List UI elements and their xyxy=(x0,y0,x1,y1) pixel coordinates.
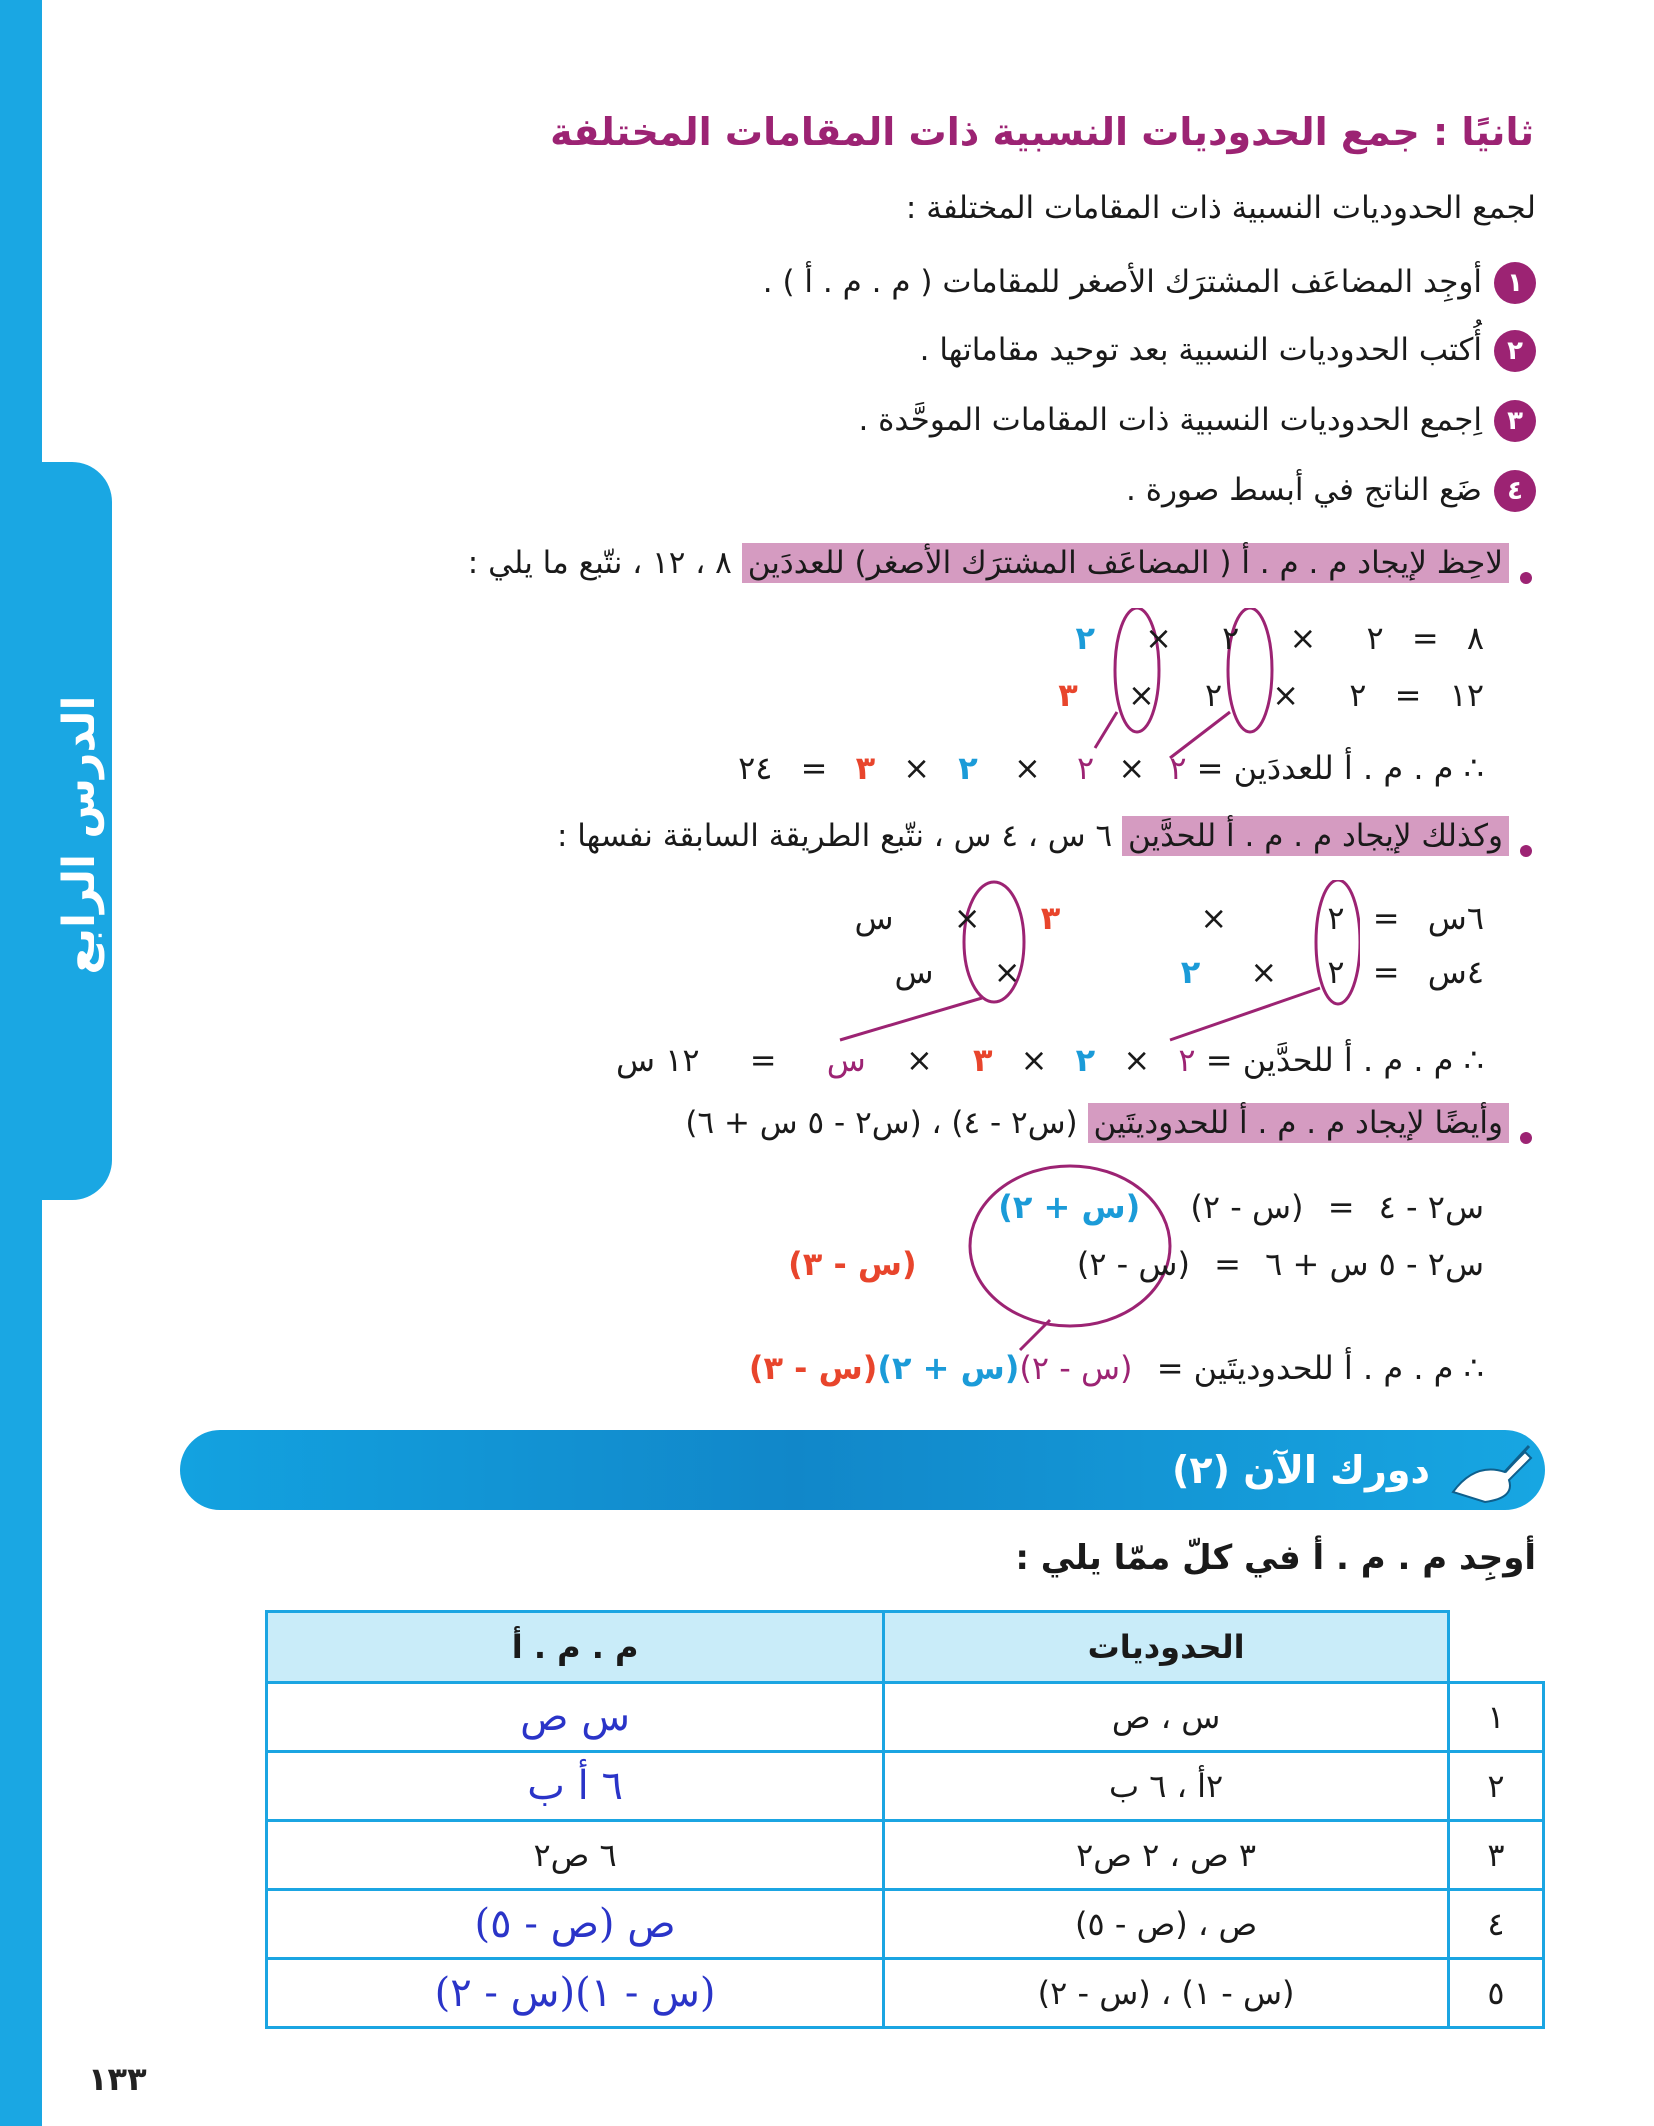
intro-text: لجمع الحدوديات النسبية ذات المقامات المختلفة : xyxy=(905,190,1536,226)
step-text: أوجِد المضاعَف المشترَك الأصغر للمقامات ( م . م . أ ) . xyxy=(762,264,1482,300)
header-terms: الحدوديات xyxy=(884,1612,1449,1683)
step-number: ٣ xyxy=(1494,400,1536,442)
note-1-line-1: ٨ = ٢ × ٢ × ٢ xyxy=(1075,619,1484,657)
bullet xyxy=(1520,845,1532,857)
note-3-result: ∴ م . م . أ للحدوديتَين = (س - ٢)(س + ٢)(س - ٣) xyxy=(748,1349,1484,1387)
row-index: ٤ xyxy=(1449,1890,1544,1959)
row-answer: ٦ ص٢ xyxy=(267,1821,884,1890)
row-index: ١ xyxy=(1449,1683,1544,1752)
note-3-highlight: وأيضًا لإيجاد م . م . أ للحدوديتَين xyxy=(1088,1103,1510,1143)
table-row xyxy=(267,1752,1544,1821)
row-terms: س ، ص xyxy=(884,1683,1449,1752)
note-1-highlight: لاحِظ لإيجاد م . م . أ ( المضاعَف المشترَك الأصغر) للعددَين xyxy=(742,543,1509,583)
header-blank-cell xyxy=(1449,1612,1544,1683)
banner-title: دورك الآن (٢) xyxy=(1172,1448,1430,1492)
row-answer-handwritten[interactable]: (س - ١)(س - ٢) xyxy=(267,1959,884,2028)
row-terms: ٣ ص ، ٢ ص٢ xyxy=(884,1821,1449,1890)
note-2-result: ∴ م . م . أ للحدَّين = ٢ × ٢ × ٣ × س = ١٢ س xyxy=(615,1041,1484,1079)
note-2-highlight: وكذلك لإيجاد م . م . أ للحدَّين xyxy=(1122,816,1509,856)
note-2-line-2: ٤س = ٢ × ٢ × س xyxy=(894,953,1484,991)
row-index: ٢ xyxy=(1449,1752,1544,1821)
step-number: ١ xyxy=(1494,262,1536,304)
note-1-line-2: ١٢ = ٢ × ٢ × ٣ xyxy=(1058,676,1484,714)
exercise-prompt: أوجِد م . م . أ في كلّ ممّا يلي : xyxy=(1015,1538,1536,1578)
table-row xyxy=(267,1683,1544,1752)
row-answer-handwritten[interactable]: ص (ص - ٥) xyxy=(267,1890,884,1959)
note-1 xyxy=(468,543,1509,583)
note-3-rest: (س٢ - ٤) ، (س٢ - ٥ س + ٦) xyxy=(685,1105,1078,1141)
section-title: ثانيًا : جمع الحدوديات النسبية ذات المقامات المختلفة xyxy=(550,110,1534,154)
table-row xyxy=(267,1959,1544,2028)
row-terms: ص ، (ص - ٥) xyxy=(884,1890,1449,1959)
note-3 xyxy=(685,1103,1509,1143)
table-row xyxy=(267,1821,1544,1890)
note-2 xyxy=(557,816,1509,856)
step-text: أُكتب الحدوديات النسبية بعد توحيد مقاماتها . xyxy=(919,332,1482,368)
bullet xyxy=(1520,1132,1532,1144)
note-2-line-1: ٦س = ٢ × ٣ × س xyxy=(854,899,1484,937)
note-1-rest: ٨ ، ١٢ ، نتّبع ما يلي : xyxy=(467,545,732,581)
bullet xyxy=(1520,572,1532,584)
step-text: ضَع الناتج في أبسط صورة . xyxy=(1126,472,1482,508)
step-number: ٤ xyxy=(1494,470,1536,512)
step-number: ٢ xyxy=(1494,330,1536,372)
table-header-row xyxy=(267,1612,1544,1683)
note-1-result: ∴ م . م . أ للعددَين = ٢ × ٢ × ٢ × ٣ = ٢٤ xyxy=(738,749,1484,787)
note-3-line-2: س٢ - ٥ س + ٦ = (س - ٢) (س - ٣) xyxy=(788,1245,1484,1283)
row-terms: (س - ١) ، (س - ٢) xyxy=(884,1959,1449,2028)
note-3-line-1: س٢ - ٤ = (س - ٢) (س + ٢) xyxy=(998,1188,1484,1226)
table-row xyxy=(267,1890,1544,1959)
row-index: ٣ xyxy=(1449,1821,1544,1890)
note-2-rest: ٦ س ، ٤ س ، نتّبع الطريقة السابقة نفسها : xyxy=(556,818,1113,854)
row-answer-handwritten[interactable]: ٦ أ ب xyxy=(267,1752,884,1821)
row-terms: ٢أ ، ٦ ب xyxy=(884,1752,1449,1821)
row-answer-handwritten[interactable]: س ص xyxy=(267,1683,884,1752)
writing-hand-icon xyxy=(1445,1432,1537,1508)
page-number: ١٣٣ xyxy=(88,2060,147,2098)
exercise-table xyxy=(265,1610,1545,2029)
header-lcm: م . م . أ xyxy=(267,1612,884,1683)
row-index: ٥ xyxy=(1449,1959,1544,2028)
lesson-label: الدرس الرابع xyxy=(54,695,105,975)
step-text: اِجمع الحدوديات النسبية ذات المقامات الموحَّدة . xyxy=(858,402,1482,438)
